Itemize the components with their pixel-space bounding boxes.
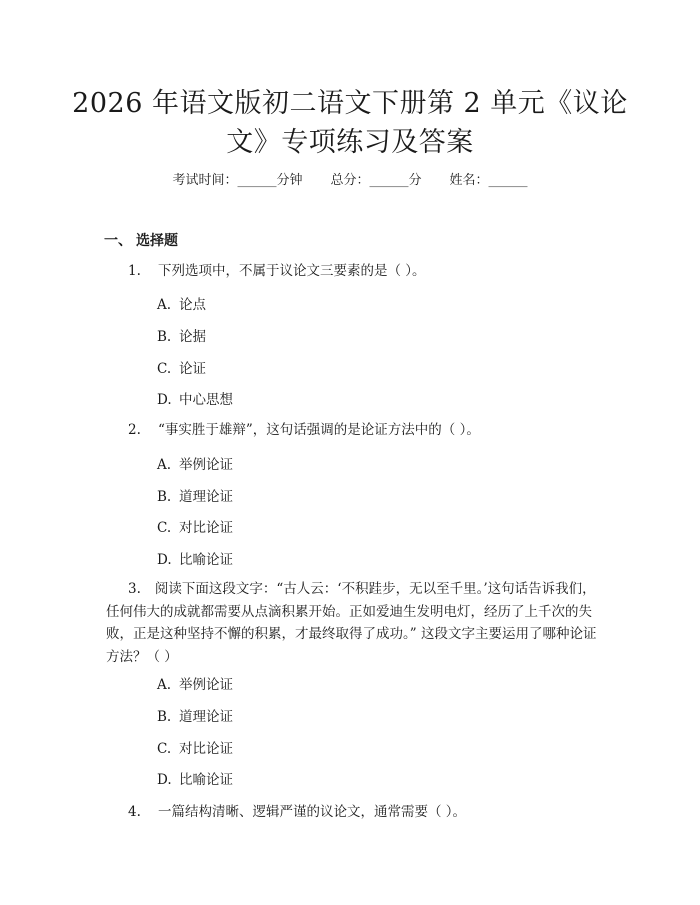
option-letter: B. [157, 329, 172, 345]
option-text: 比喻论证 [179, 772, 233, 788]
question-number: 2. [128, 422, 141, 438]
question-text: 下列选项中，不属于议论文三要素的是（ ）。 [158, 263, 426, 279]
question-3-option-d [157, 768, 233, 788]
question-1-option-c [157, 357, 206, 377]
student-name-field: 姓名：______ [449, 173, 528, 188]
option-text: 比喻论证 [179, 552, 233, 568]
question-3-option-c [157, 737, 233, 757]
option-letter: D. [157, 392, 172, 408]
question-text: 一篇结构清晰、逻辑严谨的议论文，通常需要（ ）。 [158, 804, 467, 820]
option-letter: A. [157, 677, 172, 693]
question-number: 1. [128, 263, 141, 279]
option-letter: D. [157, 772, 172, 788]
section-title: 选择题 [136, 233, 178, 249]
option-letter: A. [157, 457, 172, 473]
exam-info [0, 169, 700, 188]
option-text: 对比论证 [179, 741, 233, 757]
option-text: 中心思想 [179, 392, 233, 408]
option-text: 论点 [179, 297, 206, 313]
option-letter: B. [157, 489, 172, 505]
question-4 [106, 800, 606, 824]
question-2-option-c [157, 516, 233, 536]
section-heading [104, 230, 178, 250]
option-text: 道理论证 [179, 709, 233, 725]
question-3-option-b [157, 705, 233, 725]
question-1-option-a [157, 293, 206, 313]
option-letter: B. [157, 709, 172, 725]
question-2-option-b [157, 485, 233, 505]
question-number: 4. [128, 804, 141, 820]
question-2-option-d [157, 548, 233, 568]
option-letter: D. [157, 552, 172, 568]
question-1 [106, 259, 606, 283]
option-text: 论证 [179, 361, 206, 377]
question-1-option-d [157, 388, 233, 408]
option-text: 举例论证 [179, 457, 233, 473]
question-3 [106, 578, 606, 668]
total-score-field: 总分：______分 [330, 173, 422, 188]
section-number: 一、 [104, 233, 132, 249]
question-number: 3. [128, 581, 141, 597]
option-text: 对比论证 [179, 520, 233, 536]
question-2-option-a [157, 453, 233, 473]
option-text: 论据 [179, 329, 206, 345]
option-text: 举例论证 [179, 677, 233, 693]
option-text: 道理论证 [179, 489, 233, 505]
document-title: 2026 年语文版初二语文下册第 2 单元《议论文》专项练习及答案 [72, 88, 628, 158]
question-text: 阅读下面这段文字：“古人云：‘不积跬步，无以至千里。’这句话告诉我们，任何伟大的成就都需要从点滴积累开始。正如爱迪生发明电灯，经历了上千次的失败，正是这种坚持不懈的积累，才最终取得了成功。” 这段文字主要运用了哪种论证方法？（ ） [106, 581, 597, 665]
question-text: “事实胜于雄辩”，这句话强调的是论证方法中的（ ）。 [158, 422, 480, 438]
option-letter: C. [157, 361, 172, 377]
question-1-option-b [157, 325, 206, 345]
question-2 [106, 418, 606, 442]
option-letter: A. [157, 297, 172, 313]
option-letter: C. [157, 741, 172, 757]
exam-time-field: 考试时间：______分钟 [172, 173, 303, 188]
option-letter: C. [157, 520, 172, 536]
question-3-option-a [157, 673, 233, 693]
